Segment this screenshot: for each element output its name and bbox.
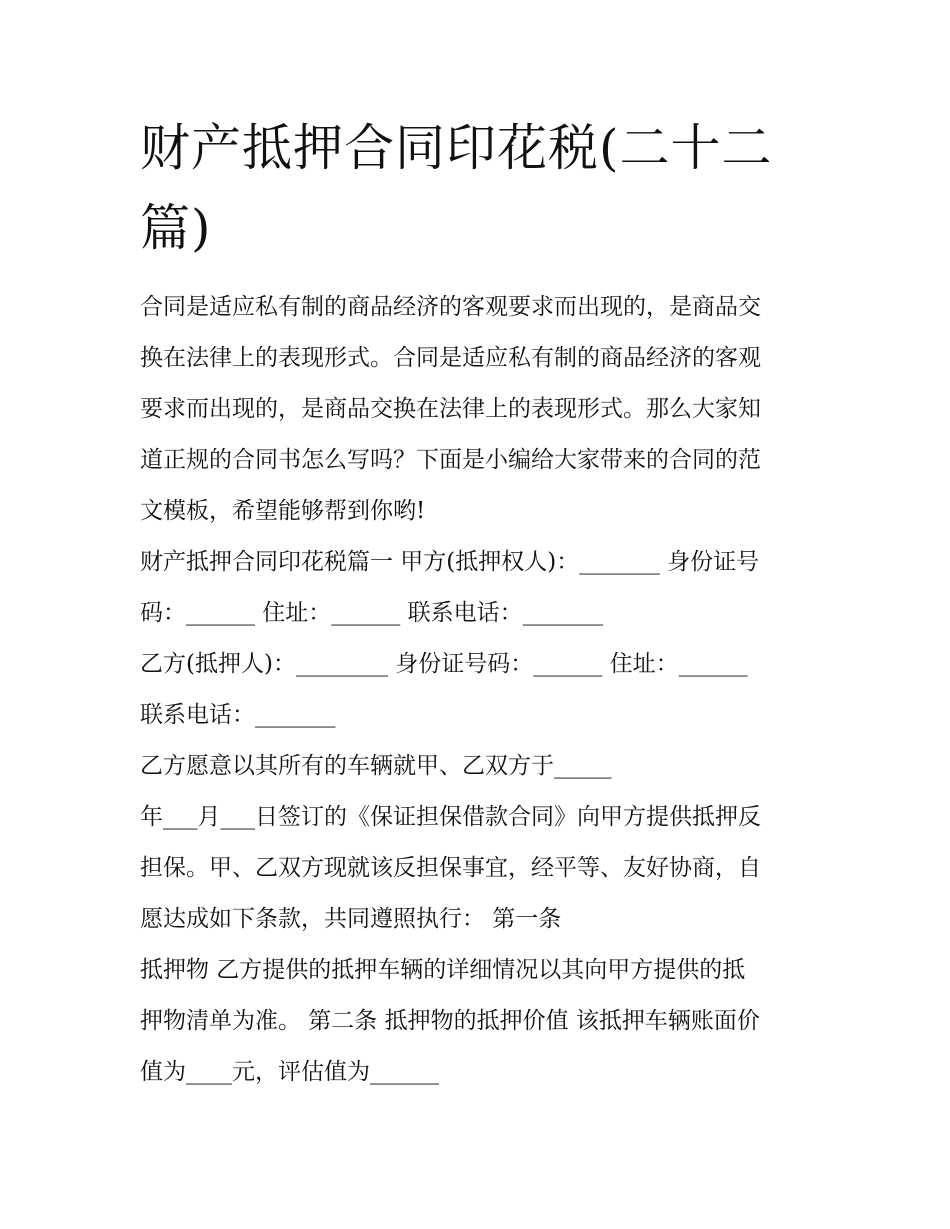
body-line: 愿达成如下条款，共同遵照执行： 第一条: [140, 906, 562, 932]
body-line: 乙方愿意以其所有的车辆就甲、乙双方于_____: [140, 753, 612, 779]
document-page: [140, 108, 820, 1098]
title-line: 篇): [140, 199, 212, 257]
body-line: 抵押物 乙方提供的抵押车辆的详细情况以其向甲方提供的抵: [140, 957, 746, 983]
title-line: 财产抵押合同印花税(二十二: [140, 119, 773, 177]
body-line: 文模板，希望能够帮到你哟!: [140, 498, 426, 524]
body-line: 道正规的合同书怎么写吗？下面是小编给大家带来的合同的范: [140, 447, 761, 473]
document-title: [140, 108, 820, 268]
body-line: 押物清单为准。 第二条 抵押物的抵押价值 该抵押车辆账面价: [140, 1008, 760, 1034]
body-line: 要求而出现的，是商品交换在法律上的表现形式。那么大家知: [140, 396, 761, 422]
body-line: 联系电话：_______: [140, 702, 336, 728]
body-line: 合同是适应私有制的商品经济的客观要求而出现的，是商品交: [140, 294, 761, 320]
body-line: 码：______ 住址：______ 联系电话：_______: [140, 600, 604, 626]
body-line: 担保。甲、乙双方现就该反担保事宜，经平等、友好协商，自: [140, 855, 761, 881]
body-line: 换在法律上的表现形式。合同是适应私有制的商品经济的客观: [140, 345, 761, 371]
body-line: 财产抵押合同印花税篇一 甲方(抵押权人)：_______ 身份证号: [140, 549, 760, 575]
body-line: 乙方(抵押人)：________ 身份证号码：______ 住址：______: [140, 651, 748, 677]
document-body: [140, 282, 820, 1098]
body-line: 年___月___日签订的《保证担保借款合同》向甲方提供抵押反: [140, 804, 761, 830]
body-line: 值为____元，评估值为______: [140, 1059, 439, 1085]
